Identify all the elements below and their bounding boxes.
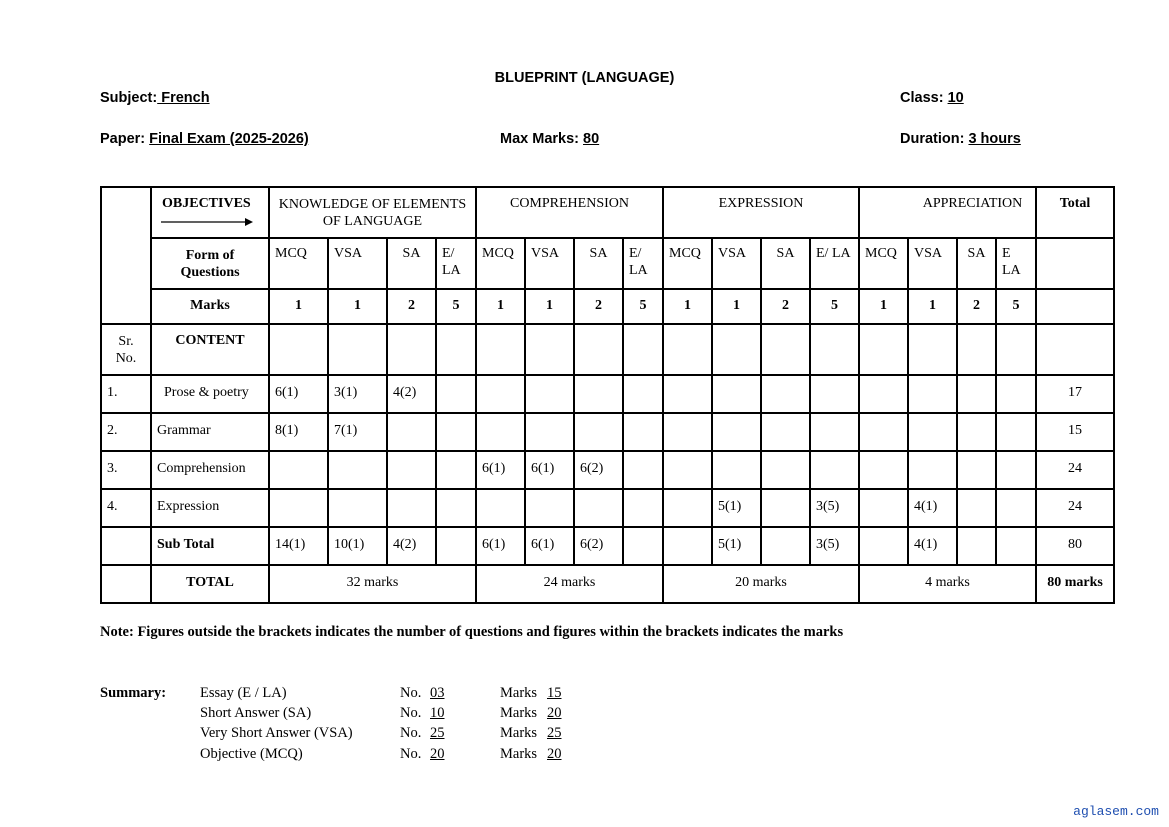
value-cell: 6(2): [574, 527, 623, 565]
value-cell: 6(1): [525, 527, 574, 565]
empty-cell: [810, 324, 859, 375]
value-cell: 6(1): [525, 451, 574, 489]
objectives-header: OBJECTIVES: [151, 187, 269, 238]
value-cell: [663, 451, 712, 489]
value-cell: [623, 413, 663, 451]
subject-field: [100, 90, 210, 106]
value-cell: [663, 413, 712, 451]
value-cell: [908, 451, 957, 489]
value-cell: [525, 413, 574, 451]
table-row: [101, 375, 1114, 413]
value-cell: 10(1): [328, 527, 387, 565]
value-cell: [761, 489, 810, 527]
marks-cell: 1: [663, 289, 712, 324]
content-cell: Comprehension: [151, 451, 269, 489]
page-title: BLUEPRINT (LANGUAGE): [494, 70, 675, 86]
summary-item-no: 20: [430, 746, 445, 762]
value-cell: [859, 451, 908, 489]
marks-cell: 1: [476, 289, 525, 324]
max-marks-value: 80: [583, 131, 600, 147]
form-cell: SA: [957, 238, 996, 289]
sr-no-cell: 3.: [101, 451, 151, 489]
summary-no-label: No.: [400, 725, 422, 741]
value-cell: [574, 375, 623, 413]
content-header: CONTENT: [151, 324, 269, 375]
summary-label: Summary:: [100, 685, 167, 701]
paper-value: Final Exam (2025-2026): [149, 131, 309, 147]
value-cell: [387, 489, 436, 527]
content-cell: Expression: [151, 489, 269, 527]
value-cell: [996, 375, 1036, 413]
summary-item-no: 03: [430, 685, 445, 701]
summary-item-name: Very Short Answer (VSA): [200, 725, 353, 741]
summary-no-label: No.: [400, 685, 422, 701]
empty-cell: [328, 324, 387, 375]
total-group-marks: 4 marks: [859, 565, 1036, 603]
value-cell: [269, 489, 328, 527]
value-cell: 6(1): [476, 451, 525, 489]
value-cell: [996, 413, 1036, 451]
value-cell: 14(1): [269, 527, 328, 565]
value-cell: [328, 489, 387, 527]
value-cell: 4(2): [387, 375, 436, 413]
summary-item-marks: 25: [547, 725, 562, 741]
marks-cell: 5: [810, 289, 859, 324]
value-cell: [859, 527, 908, 565]
form-cell: VSA: [908, 238, 957, 289]
value-cell: [436, 375, 476, 413]
value-cell: [859, 489, 908, 527]
value-cell: 5(1): [712, 527, 761, 565]
value-cell: 6(2): [574, 451, 623, 489]
value-cell: 4(1): [908, 489, 957, 527]
value-cell: 4(1): [908, 527, 957, 565]
total-group-marks: 20 marks: [663, 565, 859, 603]
empty-cell: [663, 324, 712, 375]
empty-cell: [269, 324, 328, 375]
empty-cell: [574, 324, 623, 375]
value-cell: [996, 489, 1036, 527]
marks-label: Marks: [151, 289, 269, 324]
max-marks-field: [500, 131, 599, 147]
row-total-cell: 17: [1036, 375, 1114, 413]
max-marks-label: Max Marks:: [500, 131, 579, 147]
sr-no-header: Sr. No.: [101, 324, 151, 375]
empty-cell: [761, 324, 810, 375]
marks-cell: 2: [957, 289, 996, 324]
class-value: 10: [947, 90, 964, 106]
empty-cell: [712, 324, 761, 375]
form-cell: VSA: [328, 238, 387, 289]
value-cell: [957, 375, 996, 413]
value-cell: [623, 527, 663, 565]
form-cell: VSA: [712, 238, 761, 289]
value-cell: [957, 451, 996, 489]
group-header: EXPRESSION: [663, 187, 859, 238]
summary-marks-label: Marks: [500, 685, 538, 701]
value-cell: [525, 489, 574, 527]
watermark: aglasem.com: [1073, 804, 1159, 819]
value-cell: [761, 375, 810, 413]
value-cell: [436, 413, 476, 451]
marks-cell: 2: [761, 289, 810, 324]
summary-item-no: 25: [430, 725, 445, 741]
marks-cell: 2: [574, 289, 623, 324]
value-cell: [761, 527, 810, 565]
value-cell: [761, 451, 810, 489]
marks-cell: 2: [387, 289, 436, 324]
value-cell: [957, 413, 996, 451]
summary-marks-label: Marks: [500, 746, 538, 762]
group-header: KNOWLEDGE OF ELEMENTS OF LANGUAGE: [269, 187, 476, 238]
content-cell: Grammar: [151, 413, 269, 451]
summary-item-marks: 15: [547, 685, 562, 701]
total-group-marks: 32 marks: [269, 565, 476, 603]
form-cell: E/ LA: [436, 238, 476, 289]
sr-no-cell: 4.: [101, 489, 151, 527]
value-cell: [387, 451, 436, 489]
value-cell: [476, 489, 525, 527]
value-cell: [436, 527, 476, 565]
form-cell: MCQ: [859, 238, 908, 289]
empty-cell: [436, 324, 476, 375]
value-cell: 4(2): [387, 527, 436, 565]
value-cell: [436, 451, 476, 489]
form-cell: E LA: [996, 238, 1036, 289]
sr-no-cell: 2.: [101, 413, 151, 451]
value-cell: [525, 375, 574, 413]
value-cell: [810, 451, 859, 489]
form-cell: SA: [574, 238, 623, 289]
marks-cell: 1: [859, 289, 908, 324]
value-cell: [957, 489, 996, 527]
value-cell: [712, 451, 761, 489]
empty-cell: [476, 324, 525, 375]
summary-no-label: No.: [400, 705, 422, 721]
content-cell: Prose & poetry: [151, 375, 269, 413]
form-cell: MCQ: [269, 238, 328, 289]
value-cell: 3(5): [810, 527, 859, 565]
marks-cell: 5: [623, 289, 663, 324]
value-cell: [712, 375, 761, 413]
marks-total-cell: [1036, 289, 1114, 324]
duration-field: [900, 131, 1021, 147]
summary-item-no: 10: [430, 705, 445, 721]
value-cell: [712, 413, 761, 451]
value-cell: 5(1): [712, 489, 761, 527]
group-header: APPRECIATION: [859, 187, 1036, 238]
grand-total: 80 marks: [1036, 565, 1114, 603]
value-cell: 7(1): [328, 413, 387, 451]
summary-item-marks: 20: [547, 746, 562, 762]
subject-label: Subject:: [100, 90, 158, 106]
content-cell: Sub Total: [151, 527, 269, 565]
empty-cell: [1036, 324, 1114, 375]
paper-field: [100, 131, 309, 147]
subject-value: French: [157, 90, 210, 106]
value-cell: [623, 489, 663, 527]
empty-cell: [623, 324, 663, 375]
class-field: [900, 90, 964, 106]
value-cell: [810, 413, 859, 451]
sr-no-cell: 1.: [101, 375, 151, 413]
marks-cell: 1: [908, 289, 957, 324]
value-cell: [908, 375, 957, 413]
duration-label: Duration:: [900, 131, 965, 147]
empty-cell: [387, 324, 436, 375]
value-cell: [859, 375, 908, 413]
value-cell: [859, 413, 908, 451]
value-cell: 8(1): [269, 413, 328, 451]
row-total-cell: 24: [1036, 489, 1114, 527]
class-label: Class:: [900, 90, 944, 106]
corner-cell: [101, 187, 151, 324]
marks-cell: 1: [269, 289, 328, 324]
value-cell: [328, 451, 387, 489]
form-cell: MCQ: [476, 238, 525, 289]
total-group-marks: 24 marks: [476, 565, 663, 603]
value-cell: [663, 375, 712, 413]
value-cell: [574, 489, 623, 527]
blueprint-table: [100, 186, 1115, 604]
value-cell: [574, 413, 623, 451]
marks-cell: 1: [525, 289, 574, 324]
note-text: Note: Figures outside the brackets indicates the number of questions and figures within the brackets indicates the marks: [100, 624, 844, 640]
paper-label: Paper:: [100, 131, 146, 147]
total-header: Total: [1036, 187, 1114, 238]
value-cell: 6(1): [476, 527, 525, 565]
value-cell: 3(5): [810, 489, 859, 527]
value-cell: [436, 489, 476, 527]
value-cell: [663, 489, 712, 527]
form-cell: SA: [761, 238, 810, 289]
empty-cell: [957, 324, 996, 375]
value-cell: 6(1): [269, 375, 328, 413]
table-row: [101, 413, 1114, 451]
total-row-sr: [101, 565, 151, 603]
value-cell: [663, 527, 712, 565]
table-row: [101, 451, 1114, 489]
value-cell: [476, 375, 525, 413]
marks-cell: 1: [712, 289, 761, 324]
summary-no-label: No.: [400, 746, 422, 762]
value-cell: [996, 451, 1036, 489]
value-cell: [996, 527, 1036, 565]
form-total-cell: [1036, 238, 1114, 289]
value-cell: [810, 375, 859, 413]
table-row: [101, 527, 1114, 565]
value-cell: [387, 413, 436, 451]
summary-item-marks: 20: [547, 705, 562, 721]
group-header: COMPREHENSION: [476, 187, 663, 238]
value-cell: [908, 413, 957, 451]
empty-cell: [996, 324, 1036, 375]
value-cell: [623, 375, 663, 413]
summary-marks-label: Marks: [500, 725, 538, 741]
row-total-cell: 15: [1036, 413, 1114, 451]
empty-cell: [908, 324, 957, 375]
marks-cell: 5: [996, 289, 1036, 324]
arrow-right-icon: [161, 218, 253, 226]
sr-no-cell: [101, 527, 151, 565]
table-row: [101, 489, 1114, 527]
marks-cell: 1: [328, 289, 387, 324]
value-cell: [957, 527, 996, 565]
summary-item-name: Essay (E / LA): [200, 685, 287, 701]
value-cell: [269, 451, 328, 489]
form-cell: E/ LA: [623, 238, 663, 289]
marks-cell: 5: [436, 289, 476, 324]
row-total-cell: 24: [1036, 451, 1114, 489]
empty-cell: [525, 324, 574, 375]
duration-value: 3 hours: [968, 131, 1021, 147]
form-cell: VSA: [525, 238, 574, 289]
form-cell: SA: [387, 238, 436, 289]
value-cell: [476, 413, 525, 451]
empty-cell: [859, 324, 908, 375]
summary-item-name: Short Answer (SA): [200, 705, 312, 721]
form-cell: E/ LA: [810, 238, 859, 289]
form-cell: MCQ: [663, 238, 712, 289]
total-row-label: TOTAL: [151, 565, 269, 603]
row-total-cell: 80: [1036, 527, 1114, 565]
value-cell: 3(1): [328, 375, 387, 413]
summary-marks-label: Marks: [500, 705, 538, 721]
form-of-questions-label: Form of Questions: [151, 238, 269, 289]
value-cell: [623, 451, 663, 489]
value-cell: [761, 413, 810, 451]
summary-item-name: Objective (MCQ): [200, 746, 303, 762]
